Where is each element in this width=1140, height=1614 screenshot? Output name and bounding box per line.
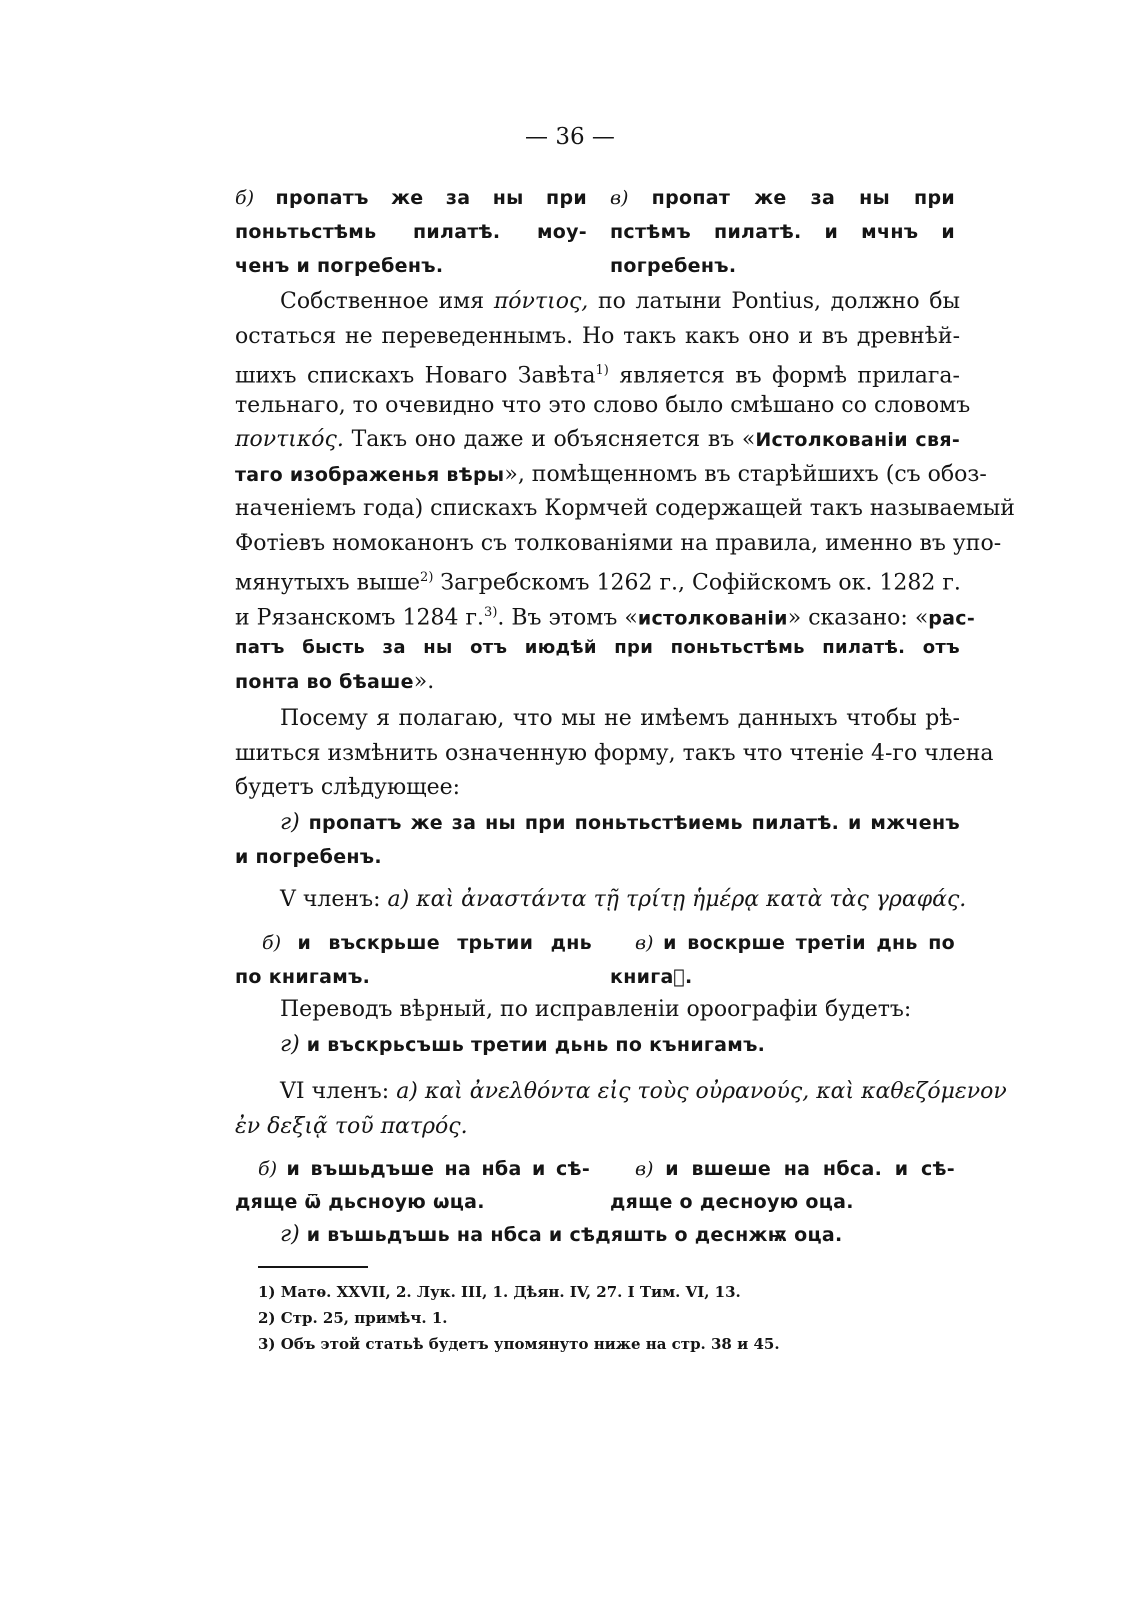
para1-line4: тельнаго, то очевидно что это слово было смѣшано со словомъ: [235, 393, 971, 418]
reading-g-line1: г) пропатъ же за ны при поньтьстѣиемь пилатѣ. и мжченъ: [280, 810, 960, 835]
para1-line9: мянутыхъ выше$^{2)}$ Загребскомъ 1262 г., Софiйскомъ ок. 1282 г.: [235, 570, 961, 596]
member5-reading-v-line2: книгаⷨ.: [610, 966, 693, 988]
member5-reading-g: г) и въскрьсъшь третии дьнь по кънигамъ.: [280, 1032, 766, 1057]
para1-line6: таго изображенья вѣры», помѣщенномъ въ старѣйшихъ (съ обоз-: [235, 462, 987, 487]
member6-reading-v-line1: в) и вшеше на нбса. и сѣ-: [635, 1158, 955, 1180]
member6-reading-v-line2: дяще о десноую оца.: [610, 1191, 854, 1213]
para1-line2: остаться не переведеннымъ. Но такъ какъ оно и въ древнѣй-: [235, 324, 960, 349]
footnote-ref-1: 1): [595, 363, 609, 378]
reading-v-line3: погребенъ.: [610, 255, 737, 277]
member5-translation: Переводъ вѣрный, по исправленiи ороографiи будетъ:: [280, 997, 912, 1022]
footnote-1: 1) Матѳ. XXVII, 2. Лук. III, 1. Дѣян. IV, 27. I Тим. VI, 13.: [258, 1283, 741, 1301]
reading-g-line2: и погребенъ.: [235, 846, 382, 868]
reading-b-line3: ченъ и погребенъ.: [235, 255, 444, 277]
member6-reading-g: г) и въшьдъшь на нбса и сѣдяшть о деснжѭ оца.: [280, 1222, 843, 1247]
reading-v-line2: пстѣмъ пилатѣ. и мчнъ и: [610, 221, 955, 243]
para1-line5: ποντικός. Такъ оно даже и объясняется въ «Истолкованiи свя-: [235, 427, 961, 452]
para2-line1: Посему я полагаю, что мы не имѣемъ данныхъ чтобы рѣ-: [280, 706, 960, 731]
member5-reading-b-line1: б) и въскрьше трьтии днь: [262, 932, 592, 954]
member5-greek-line: V членъ: а) καὶ ἀναστάντα τῇ τρίτῃ ἡμέρᾳ κατὰ τὰς γραφάς.: [280, 887, 967, 912]
para1-line1: Собственное имя πόντιος, по латыни Pontius, должно бы: [280, 289, 961, 314]
para2-line2: шиться измѣнить означенную форму, такъ что чтенiе 4-го члена: [235, 741, 994, 766]
member5-reading-b-line2: по книгамъ.: [235, 966, 371, 988]
para1-line8: Фотiевъ номоканонъ съ толкованiями на правила, именно въ упо-: [235, 531, 1002, 556]
para1-line12: понта во бѣаше».: [235, 669, 435, 694]
reading-b-line2: поньтьстѣмь пилатѣ. моу-: [235, 221, 587, 243]
para2-line3: будетъ слѣдующее:: [235, 775, 461, 800]
member6-reading-b-line1: б) и въшьдъше на нба и сѣ-: [258, 1158, 591, 1180]
footnote-rule: [258, 1266, 368, 1268]
para1-line3: шихъ спискахъ Новаго Завѣта$^{1)}$ является въ формѣ прилага-: [235, 363, 960, 389]
para1-line7: наченiемъ года) спискахъ Кормчей содержащей такъ называемый: [235, 496, 1015, 521]
footnote-3: 3) Объ этой статьѣ будетъ упомянуто ниже на стр. 38 и 45.: [258, 1335, 780, 1353]
member6-reading-b-line2: дяще ѿ дьсноую ѡца.: [235, 1191, 485, 1213]
page-number: — 36 —: [525, 124, 615, 150]
para1-line11: патъ бысть за ны отъ июдѣй при поньтьстѣмь пилатѣ. отъ: [235, 637, 960, 658]
footnote-ref-2: 2): [420, 570, 434, 585]
footnote-ref-3: 3): [484, 605, 498, 620]
para1-line10: и Рязанскомъ 1284 г.$^{3)}$. Въ этомъ «истолкованiи» сказано: «рас-: [235, 605, 976, 631]
member6-greek-line1: VI членъ: а) καὶ ἀνελθόντα εἰς τοὺς οὐρανούς, καὶ καθεζόμενον: [280, 1079, 1007, 1104]
member5-reading-v-line1: в) и воскрше третiи днь по: [635, 932, 955, 954]
member6-greek-line2: ἐν δεξιᾷ τοῦ πατρός.: [235, 1114, 468, 1139]
reading-b-line1: б) пропатъ же за ны при: [235, 187, 587, 209]
reading-v-line1: в) пропат же за ны при: [610, 187, 955, 209]
footnote-2: 2) Стр. 25, примѣч. 1.: [258, 1309, 448, 1327]
